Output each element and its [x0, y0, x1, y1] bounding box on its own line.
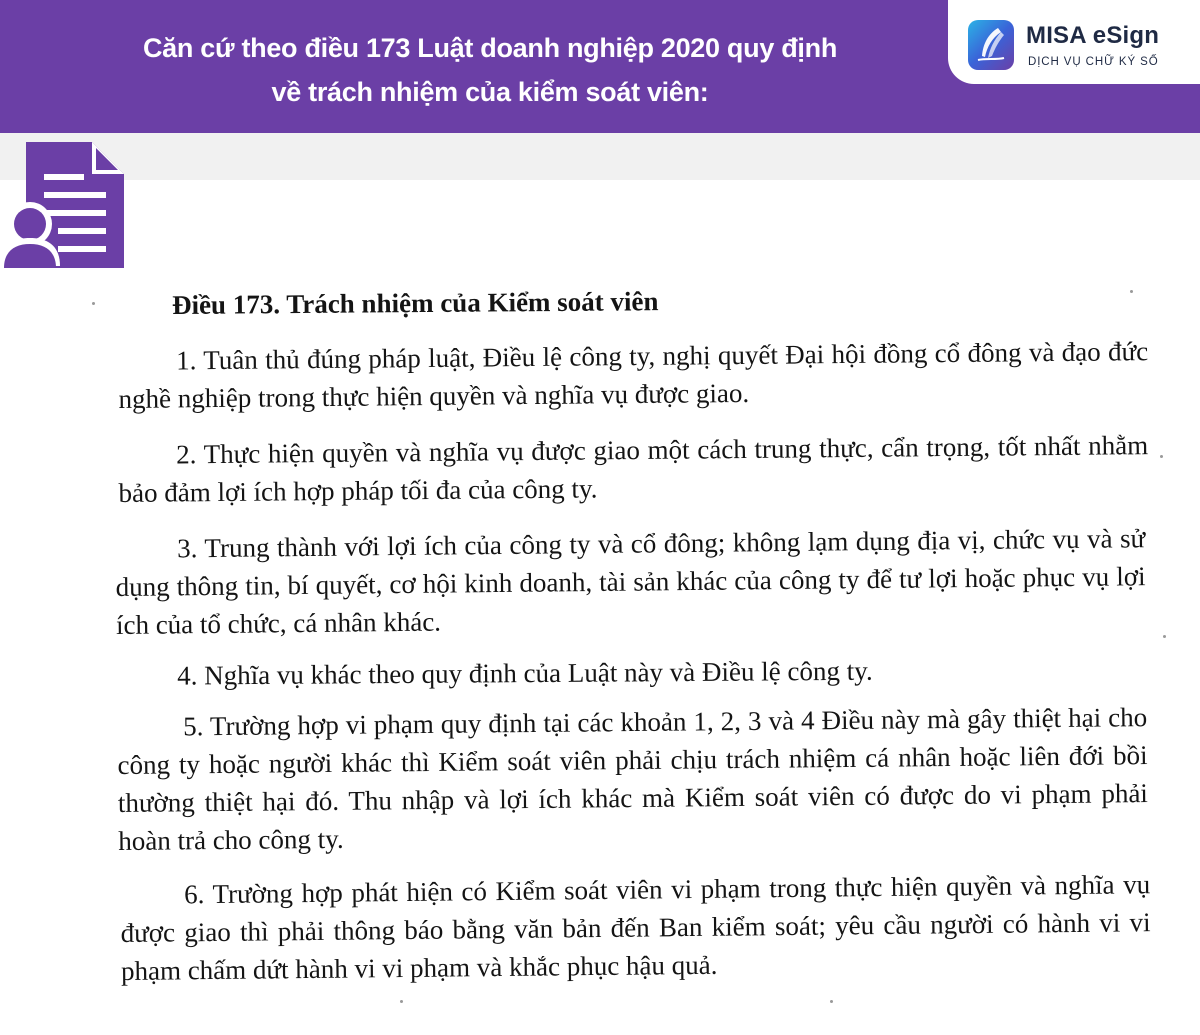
banner-title-line-1: Căn cứ theo điều 173 Luật doanh nghiệp 2020 quy định: [142, 33, 838, 63]
scan-speck: [400, 1000, 403, 1003]
article-item-1: 1. Tuân thủ đúng pháp luật, Điều lệ công ty, nghị quyết Đại hội đồng cổ đông và đạo đức nghề nghiệp trong thực hiện quyền và nghĩa vụ được giao.: [118, 336, 1149, 414]
article-item-2: 2. Thực hiện quyền và nghĩa vụ được giao một cách trung thực, cẩn trọng, tốt nhất nhằm bảo đảm lợi ích hợp pháp tối đa của công ty.: [118, 430, 1149, 508]
banner-title-line-2: về trách nhiệm của kiểm soát viên:: [271, 77, 709, 107]
scan-speck: [830, 1000, 833, 1003]
article-item-4: 4. Nghĩa vụ khác theo quy định của Luật này và Điều lệ công ty.: [177, 655, 873, 691]
article-item-3: 3. Trung thành với lợi ích của công ty và cổ đông; không lạm dụng địa vị, chức vụ và sử dụng thông tin, bí quyết, cơ hội kinh doanh, tài sản khác của công ty để tư lợi hoặc phục vụ lợi ích của tổ chức, cá nhân khác.: [115, 523, 1146, 640]
scan-speck: [92, 302, 95, 305]
scan-speck: [1130, 290, 1133, 293]
logo-tagline: DỊCH VỤ CHỮ KÝ SỐ: [1028, 56, 1159, 68]
article-item-5: 5. Trường hợp vi phạm quy định tại các khoản 1, 2, 3 và 4 Điều này mà gây thiệt hại cho công ty hoặc người khác thì Kiểm soát viên phải chịu trách nhiệm cá nhân hoặc liên đới bồi thường thiệt hại đó. Thu nhập và lợi ích khác mà Kiểm soát viên có được do vi phạm phải hoàn trả cho công ty.: [117, 702, 1149, 856]
scan-speck: [1160, 455, 1163, 458]
logo-name: MISA eSign: [1026, 22, 1160, 49]
scan-speck: [1163, 635, 1166, 638]
article-item-6: 6. Trường hợp phát hiện có Kiểm soát viên vi phạm trong thực hiện quyền và nghĩa vụ được giao thì phải thông báo bằng văn bản đến Ban kiểm soát; yêu cầu người có hành vi vi phạm chấm dứt hành vi vi phạm và khắc phục hậu quả.: [120, 869, 1151, 986]
article-title: Điều 173. Trách nhiệm của Kiểm soát viên: [171, 286, 659, 320]
